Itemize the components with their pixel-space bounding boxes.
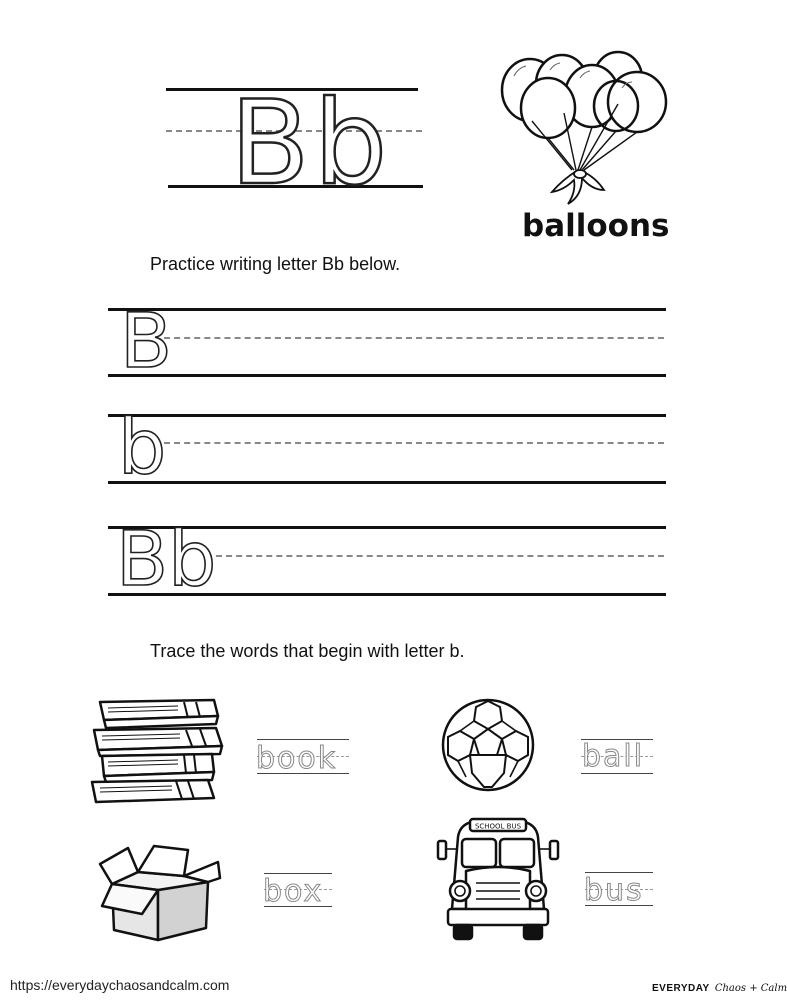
- bus-sign-text: SCHOOL BUS: [474, 822, 522, 831]
- row-mid-dash-line: [164, 442, 664, 444]
- row-base-line: [108, 481, 666, 484]
- trace-letter: B: [120, 296, 173, 385]
- trace-letter: b: [118, 402, 167, 491]
- word-text: ball: [582, 739, 645, 774]
- school-bus-icon: [436, 815, 560, 943]
- feature-word: balloons: [522, 208, 670, 244]
- row-top-line: [108, 308, 666, 311]
- balloons-icon: [492, 52, 672, 208]
- trace-letter: Bb: [116, 514, 217, 603]
- box-icon: [98, 842, 222, 942]
- row-top-line: [108, 414, 666, 417]
- word-top-line: [257, 739, 349, 740]
- row-base-line: [108, 374, 666, 377]
- word-text: bus: [584, 873, 644, 908]
- big-trace-letters: Bb: [230, 76, 392, 211]
- word-text: box: [263, 874, 324, 909]
- row-mid-dash-line: [206, 555, 664, 557]
- word-text: book: [256, 741, 338, 776]
- soccer-ball-icon: [440, 697, 536, 793]
- brand-script: Chaos + Calm: [714, 983, 787, 994]
- brand-main: EVERYDAY: [652, 983, 710, 994]
- books-icon: [88, 694, 234, 806]
- trace-instruction: Trace the words that begin with letter b.: [150, 641, 465, 661]
- row-mid-dash-line: [164, 337, 664, 339]
- brand-logo: [652, 976, 787, 995]
- footer-url-link[interactable]: https://everydaychaosandcalm.com: [10, 977, 230, 993]
- practice-instruction: Practice writing letter Bb below.: [150, 254, 401, 274]
